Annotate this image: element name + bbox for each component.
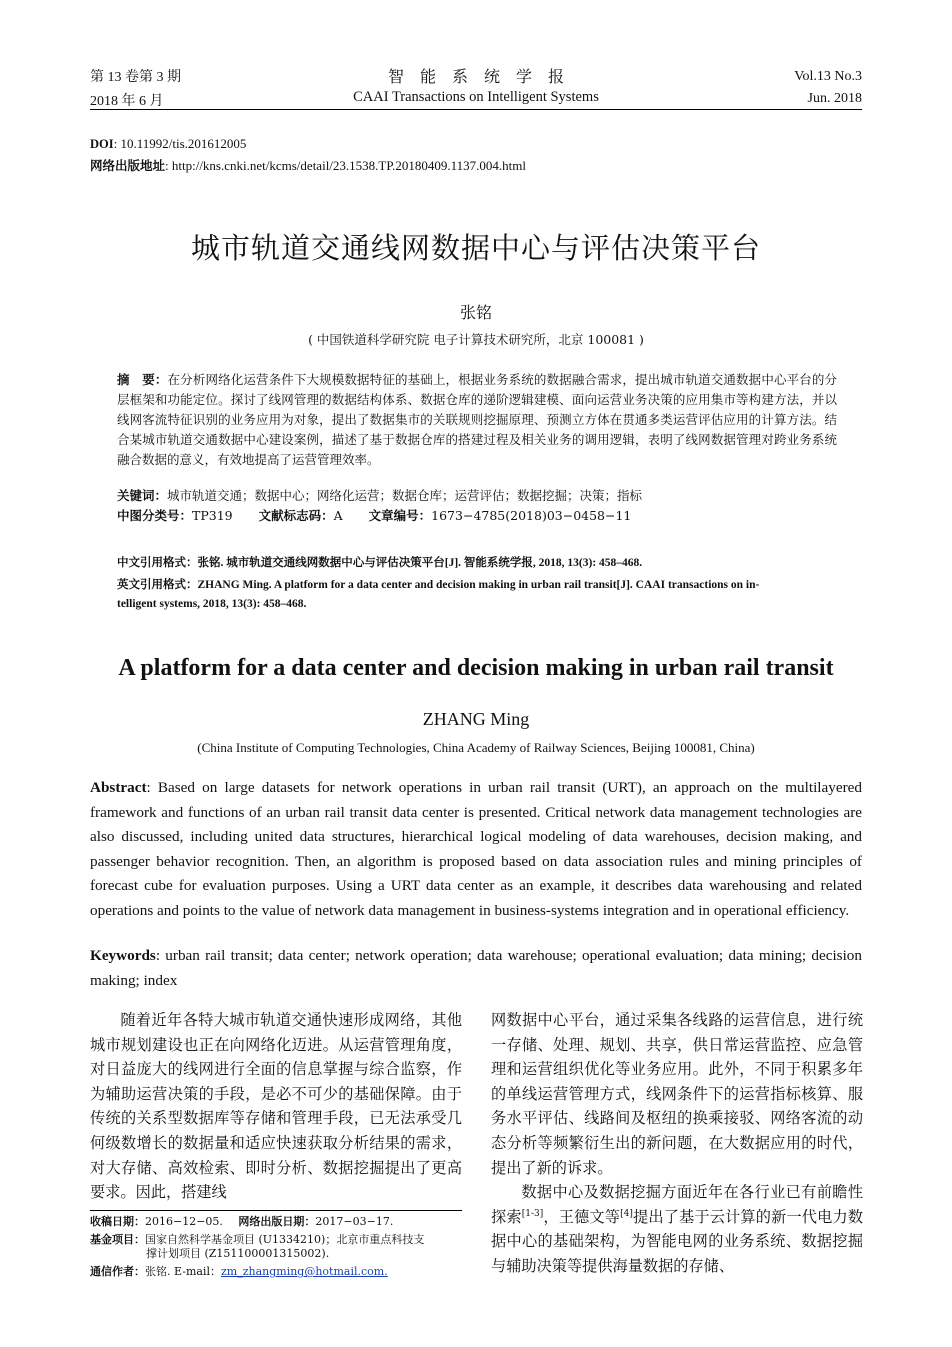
article-number-label: 文章编号：	[368, 508, 432, 523]
corresponding-author-label: 通信作者：	[90, 1265, 145, 1278]
footnote-dates	[90, 1215, 470, 1229]
classification-line	[117, 506, 837, 526]
header-rule	[90, 109, 862, 110]
corresponding-author: 张铭. E-mail：	[145, 1265, 221, 1278]
abstract-cn-text: 在分析网络化运营条件下大规模数据特征的基础上，根据业务系统的数据融合需求，提出城市轨道交通数据中心平台的分层框架和功能定位。探讨了线网管理的数据结构体系、数据仓库的递阶逻辑建模、面向运营业务决策的应用集市等构建方法，并以线网客流特征识别的业务应用为对象，提出了数据集市的关联规则挖掘原理、预测立方体在贯通多类运营评估应用的计算方法。结合某城市轨道交通数据中心建设案例，描述了基于数据仓库的搭建过程及相关业务的调用逻辑，表明了线网数据管理对跨业务系统融合数据的意义，有效地提高了运营管理效率。	[117, 372, 837, 467]
clc-label: 中图分类号：	[117, 508, 193, 523]
doi-value[interactable]: : 10.11992/tis.201612005	[113, 136, 247, 151]
author-en: ZHANG Ming	[422, 709, 530, 729]
abstract-en-label: Abstract	[90, 779, 147, 796]
article-number-value: 1673−4785(2018)03−0458−11	[431, 508, 632, 523]
header-volume-cn: 第 13 卷第 3 期	[90, 70, 181, 85]
doc-code-value: A	[333, 508, 343, 523]
affiliation-cn: ( 中国铁道科学研究院 电子计算技术研究所，北京 100081 )	[308, 332, 644, 347]
abstract-en	[90, 776, 862, 923]
header-date-en: Jun. 2018	[807, 91, 862, 106]
keywords-cn-label: 关键词：	[117, 488, 168, 503]
footnote-correspondence	[90, 1265, 470, 1279]
keywords-cn	[117, 486, 837, 506]
online-address-url[interactable]: : http://kns.cnki.net/kcms/detail/23.1538.TP.20180409.1137.004.html	[165, 158, 526, 173]
reference-1-3[interactable]: [1-3]	[521, 1208, 544, 1219]
online-date-label: 网络出版日期：	[238, 1215, 316, 1228]
footnote-rule	[90, 1210, 462, 1211]
doc-code-label: 文献标志码：	[258, 508, 334, 523]
keywords-en-label: Keywords	[90, 947, 156, 964]
body-left-column: 随着近年各特大城市轨道交通快速形成网络，其他城市规划建设也正在向网络化迈进。从运营管理角度，对日益庞大的线网进行全面的信息掌握与综合监察，作为辅助运营决策的手段，是必不可少的基础保障。由于传统的关系型数据库等存储和管理手段，已无法承受几何级数增长的数据量和适应快速获取分析结果的需求，对大存储、高效检索、即时分析、数据挖掘提出了更高要求。因此，搭建线	[90, 1011, 462, 1202]
body-right-paragraph-2	[491, 1180, 863, 1278]
online-address-line	[90, 156, 526, 176]
keywords-en-text: : urban rail transit; data center; network operation; data warehouse; operational evaluation; data mining; decision making; index	[90, 947, 862, 989]
citation-en-line-1: 英文引用格式：ZHANG Ming. A platform for a data center and decision making in urban rail transit[J]. CAAI transactions on in-	[117, 579, 760, 591]
fund-line-2: 撑计划项目 (Z151100001315002).	[146, 1247, 330, 1260]
doi-label: DOI	[90, 137, 114, 151]
header-journal-cn: 智 能 系 统 学 报	[387, 69, 564, 86]
header-date-cn: 2018 年 6 月	[90, 94, 164, 109]
received-label: 收稿日期：	[90, 1215, 145, 1228]
abstract-cn-label: 摘 要：	[117, 372, 168, 387]
abstract-cn	[117, 370, 837, 470]
citation-en-line-2: telligent systems, 2018, 13(3): 458–468.	[117, 598, 307, 610]
english-title: A platform for a data center and decision making in urban rail transit	[118, 655, 834, 681]
reference-4[interactable]: [4]	[620, 1208, 633, 1219]
doi-line	[90, 134, 246, 154]
header-volume-en: Vol.13 No.3	[794, 69, 862, 84]
clc-value: TP319	[192, 508, 233, 523]
paragraph-2-text-c: 提出了基于云计算的新一代电力数据中心的基础架构，为智能电网的业务系统、数据挖掘与辅助决策等提供海量数据的存储、	[491, 1207, 864, 1275]
online-address-label: 网络出版地址	[90, 158, 166, 173]
keywords-en	[90, 944, 862, 993]
header-journal-en: CAAI Transactions on Intelligent Systems	[353, 89, 599, 105]
footnote-fund	[90, 1233, 470, 1247]
body-right-column	[491, 1008, 863, 1279]
body-right-paragraph-1: 网数据中心平台，通过采集各线路的运营信息，进行统一存储、处理、规划、共享，供日常运营监控、应急管理和运营组织优化等业务应用。此外，不同于积累多年的单线运营管理方式，线网条件下的运营指标核算、服务水平评估、线路间及枢纽的换乘接驳、网络客流的动态分析等频繁衍生出的新问题，在大数据应用的时代，提出了新的诉求。	[491, 1011, 863, 1177]
paragraph-2-text-a: 数据中心及数据挖掘方面近年在各行业已有前瞻性探索	[491, 1183, 863, 1226]
affiliation-en: (China Institute of Computing Technologies, China Academy of Railway Sciences, Beijing 100081, China)	[197, 740, 755, 755]
abstract-en-text: : Based on large datasets for network operations in urban rail transit (URT), an approach on the multilayered framework and functions of an urban rail transit data center is presented. Critical network data management technologies are also discussed, including united data structures, hierarchical logical modeling of data warehouses, decision making, and passenger behavior recognition. Then, an algorithm is proposed based on data association rules and mining principles of forecast cube for evaluation purposes. Using a URT data center as an example, it describes data warehousing and related operations and points to the value of network data management in business-systems integration and in operational efficiency.	[90, 779, 862, 919]
email-link[interactable]: zm_zhangming@hotmail.com.	[220, 1265, 388, 1278]
citation-cn: 中文引用格式：张铭. 城市轨道交通线网数据中心与评估决策平台[J]. 智能系统学报, 2018, 13(3): 458–468.	[117, 557, 643, 569]
received-date: 2016−12−05.	[145, 1215, 223, 1228]
author-cn: 张铭	[459, 303, 492, 322]
fund-line-1: 国家自然科学基金项目 (U1334210)；北京市重点科技支	[145, 1233, 425, 1246]
paragraph-2-text-b: ，王德文等	[543, 1207, 621, 1226]
footnotes	[90, 1215, 470, 1279]
page-title: 城市轨道交通线网数据中心与评估决策平台	[190, 231, 761, 265]
keywords-cn-text: 城市轨道交通；数据中心；网络化运营；数据仓库；运营评估；数据挖掘；决策；指标	[167, 488, 643, 503]
fund-label: 基金项目：	[90, 1233, 145, 1246]
online-date: 2017−03−17.	[315, 1215, 394, 1228]
